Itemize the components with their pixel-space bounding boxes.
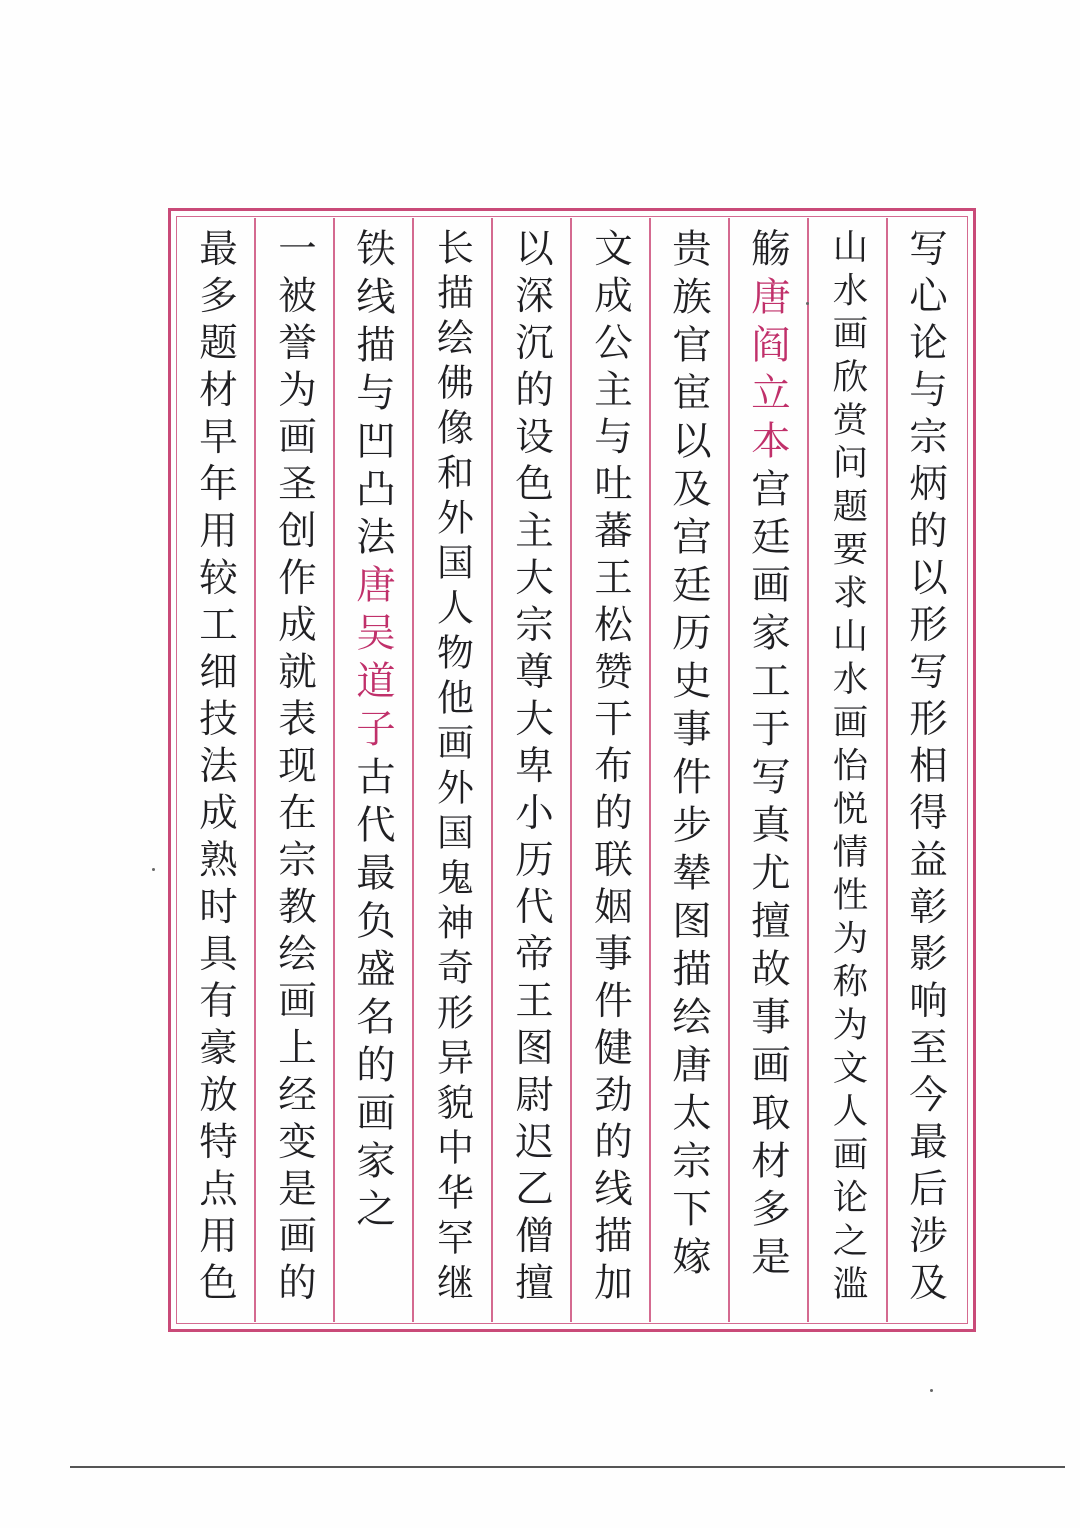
- column-text: 一被誉为画圣创作成就表现在宗教绘画上经变是画的: [272, 228, 317, 1309]
- column-text: 古代最负盛名的画家之: [350, 756, 396, 1236]
- column-text: 以深沉的设色主大宗尊大卑小历代帝王图尉迟乙僧擅: [509, 228, 554, 1309]
- column-text: 长描绘佛像和外国人物他画外国鬼神奇形异貌中华罕继: [431, 228, 474, 1308]
- text-column-1: [886, 228, 964, 1318]
- column-text: 山水画欣赏问题要求山水画怡悦情性为称为文人画论之滥: [827, 228, 868, 1308]
- column-text: 写心论与宗炳的以形写形相得益彰影响至今最后涉及: [903, 228, 948, 1309]
- paper-speck: [152, 868, 155, 871]
- text-column-2: [808, 228, 886, 1318]
- column-text: 文成公主与吐蕃王松赞干布的联姻事件健劲的线描加: [588, 228, 633, 1309]
- text-column-4: [650, 228, 728, 1318]
- paper-speck: [806, 302, 809, 305]
- text-column-8: [334, 228, 412, 1318]
- text-column-3: [729, 228, 807, 1318]
- highlighted-name: 唐阎立本: [745, 276, 791, 468]
- highlighted-name: 唐吴道子: [350, 564, 396, 756]
- text-column-7: [413, 228, 491, 1318]
- scan-edge-line: [70, 1466, 1065, 1468]
- text-column-9: [255, 228, 333, 1318]
- text-column-5: [571, 228, 649, 1318]
- column-text: 宫廷画家工于写真尤擅故事画取材多是: [745, 468, 791, 1284]
- column-text: 铁线描与凹凸法: [350, 228, 396, 564]
- column-text: 觞: [745, 228, 791, 276]
- column-text: 最多题材早年用较工细技法成熟时具有豪放特点用色: [193, 228, 238, 1309]
- text-column-10: [176, 228, 254, 1318]
- text-column-6: [492, 228, 570, 1318]
- paper-speck: [930, 1389, 933, 1392]
- column-text: 贵族官宦以及宫廷历史事件步辇图描绘唐太宗下嫁: [666, 228, 712, 1284]
